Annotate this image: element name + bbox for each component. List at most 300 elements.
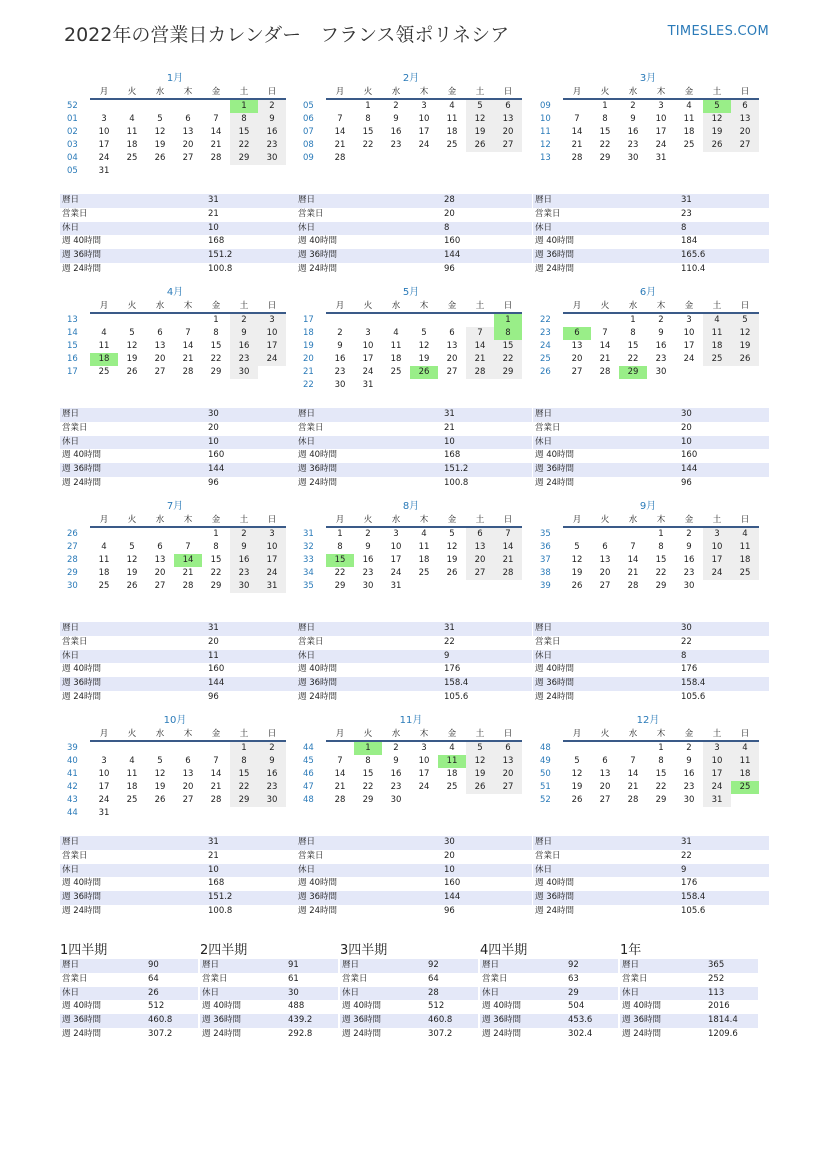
- day-cell: 26: [126, 581, 138, 591]
- day-cell: [354, 313, 382, 327]
- day-cell: 5: [129, 542, 135, 552]
- day-cell: [731, 366, 759, 379]
- day-cell: 7: [466, 327, 494, 340]
- day-cell: [466, 152, 494, 165]
- day-cell: 16: [258, 126, 286, 139]
- stat-label: 暦日: [60, 408, 206, 422]
- stat-label: 週 24時間: [296, 905, 442, 919]
- stat-label: 週 36時間: [296, 891, 442, 905]
- day-cell: 1: [602, 101, 608, 111]
- day-cell: 8: [230, 113, 258, 126]
- stat-value: 20: [206, 636, 296, 650]
- day-cell: 30: [655, 367, 667, 377]
- day-cell: 11: [446, 114, 458, 124]
- stats-row: [533, 208, 769, 222]
- day-cell: 17: [258, 340, 286, 353]
- weekday-label: 火: [118, 727, 146, 741]
- weekday-label: 金: [675, 513, 703, 527]
- stats-row: [60, 422, 296, 436]
- weekday-label: 日: [494, 299, 522, 313]
- week-number: 24: [540, 341, 551, 351]
- stats-row: [60, 850, 296, 864]
- summary-row: [480, 1000, 618, 1014]
- period-name: 1年: [620, 943, 642, 958]
- stat-label: 週 24時間: [533, 263, 679, 277]
- week-row: [537, 327, 759, 340]
- summary-value: 63: [566, 973, 618, 987]
- day-cell: 13: [154, 341, 166, 351]
- day-cell: 4: [101, 542, 107, 552]
- weekday-label: 金: [675, 299, 703, 313]
- day-cell: 9: [258, 113, 286, 126]
- summary-row: [200, 973, 338, 987]
- stat-label: 営業日: [296, 850, 442, 864]
- week-row: [64, 366, 286, 379]
- day-cell: 2: [393, 101, 399, 111]
- week-row: [300, 353, 522, 366]
- week-row: [64, 807, 286, 820]
- day-cell: 20: [599, 568, 611, 578]
- day-cell: 2: [658, 315, 664, 325]
- weekday-label: 土: [703, 299, 731, 313]
- weekday-label: 土: [230, 85, 258, 99]
- week-number: 36: [540, 542, 551, 552]
- day-cell: 9: [686, 756, 692, 766]
- weekday-label: 土: [703, 85, 731, 99]
- day-cell: 12: [446, 542, 458, 552]
- day-cell: 27: [494, 781, 522, 794]
- weekday-label: 金: [438, 727, 466, 741]
- day-cell: 29: [362, 795, 374, 805]
- day-cell: 31: [655, 153, 667, 163]
- day-cell: 29: [210, 367, 222, 377]
- summary-value: 252: [706, 973, 758, 987]
- summary-row: [60, 973, 198, 987]
- day-cell: 4: [393, 328, 399, 338]
- weekday-label: 土: [230, 727, 258, 741]
- month-calendar: [64, 72, 286, 178]
- week-number: 39: [540, 581, 551, 591]
- week-row: [537, 313, 759, 327]
- period-name: 4四半期: [480, 943, 528, 958]
- week-number: 03: [67, 140, 78, 150]
- day-cell: 29: [210, 581, 222, 591]
- month-name: 6月: [639, 287, 657, 298]
- month-stats: [60, 836, 296, 919]
- stats-row: [60, 449, 296, 463]
- weekday-label: 月: [563, 513, 591, 527]
- stat-value: 31: [679, 836, 769, 850]
- stat-value: 20: [442, 850, 532, 864]
- day-cell: 18: [390, 354, 402, 364]
- month-calendar: [64, 714, 286, 820]
- day-cell: 23: [655, 354, 667, 364]
- stats-row: [533, 850, 769, 864]
- day-cell: [494, 794, 522, 807]
- day-cell: [703, 580, 731, 593]
- day-cell: 2: [393, 743, 399, 753]
- day-cell: 1: [213, 529, 219, 539]
- day-cell: 28: [599, 367, 611, 377]
- day-cell: 21: [182, 568, 194, 578]
- stats-table: [296, 408, 532, 491]
- week-row: [64, 541, 286, 554]
- summary-row: [200, 1000, 338, 1014]
- day-cell: 6: [602, 542, 608, 552]
- day-cell: 26: [154, 795, 166, 805]
- week-number: 20: [303, 354, 314, 364]
- week-number: 07: [303, 127, 314, 137]
- week-number: 39: [67, 742, 78, 753]
- week-number: 46: [303, 769, 314, 779]
- stats-row: [296, 477, 532, 491]
- weekday-label: 木: [410, 727, 438, 741]
- day-cell: 15: [655, 555, 667, 565]
- day-cell: [731, 794, 759, 807]
- stat-value: 144: [679, 463, 769, 477]
- day-cell: 23: [683, 782, 695, 792]
- day-cell: 12: [466, 113, 494, 126]
- summary-table: [200, 959, 338, 1042]
- day-cell: [230, 165, 258, 178]
- stat-value: 105.6: [679, 905, 769, 919]
- day-cell: 16: [362, 555, 374, 565]
- weekday-header-row: [64, 513, 286, 527]
- weekday-label: 日: [258, 513, 286, 527]
- day-cell: 15: [655, 769, 667, 779]
- weekday-label: 日: [494, 727, 522, 741]
- day-cell: 10: [258, 541, 286, 554]
- day-cell: 22: [334, 568, 346, 578]
- weekday-label: 火: [354, 513, 382, 527]
- week-row: [300, 755, 522, 768]
- month-calendar: [300, 500, 522, 593]
- month-stats: [60, 194, 296, 277]
- stat-value: 8: [442, 222, 532, 236]
- day-cell: [438, 313, 466, 327]
- stat-value: 28: [442, 194, 532, 208]
- day-cell: 11: [418, 542, 430, 552]
- stat-value: 21: [206, 850, 296, 864]
- weekday-label: 土: [466, 299, 494, 313]
- stat-label: 週 24時間: [296, 477, 442, 491]
- day-cell: [118, 527, 146, 541]
- weekday-label: 火: [118, 85, 146, 99]
- day-cell: 6: [563, 327, 591, 340]
- week-row: [300, 527, 522, 541]
- day-cell: 12: [126, 341, 138, 351]
- week-number: 22: [303, 380, 314, 390]
- month-stats: [60, 408, 296, 491]
- stats-row: [296, 408, 532, 422]
- day-cell: 30: [230, 580, 258, 593]
- month-grid: [537, 513, 759, 593]
- stat-label: 週 24時間: [533, 691, 679, 705]
- day-cell: 2: [365, 529, 371, 539]
- day-cell: 6: [157, 542, 163, 552]
- summary-row: [200, 987, 338, 1001]
- stat-label: 週 40時間: [533, 663, 679, 677]
- day-cell: 9: [393, 756, 399, 766]
- day-cell: 15: [210, 341, 222, 351]
- week-number: 05: [303, 100, 314, 111]
- weekday-label: 火: [591, 727, 619, 741]
- summary-value: 90: [146, 959, 198, 973]
- day-cell: 18: [703, 340, 731, 353]
- day-cell: [326, 313, 354, 327]
- weekday-label: 木: [647, 727, 675, 741]
- week-number: 45: [303, 756, 314, 766]
- week-row: [300, 139, 522, 152]
- stats-row: [533, 891, 769, 905]
- stats-row: [533, 650, 769, 664]
- day-cell: 11: [126, 769, 138, 779]
- day-cell: 25: [683, 140, 695, 150]
- week-number: 50: [540, 769, 551, 779]
- day-cell: 3: [421, 101, 427, 111]
- week-row: [537, 741, 759, 755]
- week-number: 43: [67, 795, 78, 805]
- summary-label: 週 36時間: [340, 1014, 426, 1028]
- day-cell: 2: [686, 743, 692, 753]
- stats-table: [533, 836, 769, 919]
- stats-table: [60, 836, 296, 919]
- day-cell: 8: [213, 328, 219, 338]
- stats-row: [60, 408, 296, 422]
- stats-row: [296, 449, 532, 463]
- day-cell: 2: [258, 741, 286, 755]
- day-cell: 29: [655, 795, 667, 805]
- month-grid: [300, 727, 522, 807]
- day-cell: [563, 741, 591, 755]
- week-row: [300, 313, 522, 327]
- month-calendar: [537, 286, 759, 379]
- day-cell: [731, 580, 759, 593]
- weekday-header-row: [537, 299, 759, 313]
- stat-label: 営業日: [60, 636, 206, 650]
- day-cell: 18: [446, 127, 458, 137]
- day-cell: 28: [334, 153, 346, 163]
- stat-value: 30: [679, 408, 769, 422]
- week-row: [537, 781, 759, 794]
- day-cell: 28: [334, 795, 346, 805]
- day-cell: 27: [731, 139, 759, 152]
- day-cell: 5: [703, 99, 731, 113]
- stats-row: [533, 249, 769, 263]
- weekday-label: 木: [410, 513, 438, 527]
- stats-row: [533, 463, 769, 477]
- day-cell: [410, 152, 438, 165]
- stats-row: [533, 691, 769, 705]
- week-number: 15: [67, 341, 78, 351]
- stat-label: 週 36時間: [296, 677, 442, 691]
- week-row: [64, 126, 286, 139]
- month-name: 4月: [166, 287, 184, 298]
- week-row: [64, 113, 286, 126]
- day-cell: 10: [390, 542, 402, 552]
- day-cell: [466, 313, 494, 327]
- stat-value: 176: [679, 877, 769, 891]
- day-cell: 22: [362, 782, 374, 792]
- day-cell: 10: [703, 541, 731, 554]
- week-number: 31: [303, 528, 314, 539]
- day-cell: [202, 99, 230, 113]
- summary-label: 休日: [480, 987, 566, 1001]
- day-cell: 5: [574, 756, 580, 766]
- day-cell: 15: [230, 768, 258, 781]
- stats-row: [533, 622, 769, 636]
- stats-row: [533, 263, 769, 277]
- summary-value: 365: [706, 959, 758, 973]
- month-name: 7月: [166, 501, 184, 512]
- stat-value: 96: [442, 263, 532, 277]
- day-cell: 1: [230, 99, 258, 113]
- week-number: 18: [303, 328, 314, 338]
- day-cell: 19: [126, 568, 138, 578]
- day-cell: 30: [258, 152, 286, 165]
- stat-label: 休日: [533, 436, 679, 450]
- day-cell: 21: [599, 354, 611, 364]
- day-cell: 31: [362, 380, 374, 390]
- stat-label: 週 40時間: [533, 235, 679, 249]
- day-cell: [494, 379, 522, 392]
- week-number: 22: [540, 314, 551, 325]
- day-cell: 6: [466, 527, 494, 541]
- day-cell: [410, 794, 438, 807]
- month-name: 8月: [402, 501, 420, 512]
- day-cell: 17: [683, 341, 695, 351]
- week-row: [537, 126, 759, 139]
- day-cell: 24: [418, 782, 430, 792]
- summary-value: 61: [286, 973, 338, 987]
- day-cell: 5: [449, 529, 455, 539]
- summary-label: 暦日: [480, 959, 566, 973]
- day-cell: 9: [630, 114, 636, 124]
- day-cell: 3: [421, 743, 427, 753]
- week-row: [64, 139, 286, 152]
- summary-row: [340, 1014, 478, 1028]
- stats-row: [296, 249, 532, 263]
- day-cell: 19: [466, 126, 494, 139]
- week-row: [64, 554, 286, 567]
- week-number: 08: [303, 140, 314, 150]
- day-cell: [174, 165, 202, 178]
- day-cell: 10: [683, 328, 695, 338]
- weekday-label: 土: [466, 727, 494, 741]
- day-cell: 17: [418, 769, 430, 779]
- day-cell: 18: [731, 554, 759, 567]
- day-cell: 12: [731, 327, 759, 340]
- day-cell: 3: [258, 527, 286, 541]
- summary-value: 64: [426, 973, 478, 987]
- weekday-label: 土: [230, 513, 258, 527]
- stats-row: [60, 677, 296, 691]
- week-number: 52: [540, 795, 551, 805]
- day-cell: 28: [627, 581, 639, 591]
- day-cell: 8: [365, 756, 371, 766]
- weekday-label: 水: [382, 513, 410, 527]
- day-cell: 23: [627, 140, 639, 150]
- stats-table: [60, 622, 296, 705]
- weekday-label: 金: [438, 299, 466, 313]
- day-cell: 21: [627, 568, 639, 578]
- stats-row: [60, 249, 296, 263]
- month-calendar: [537, 714, 759, 807]
- stat-label: 休日: [60, 222, 206, 236]
- week-number: 19: [303, 341, 314, 351]
- day-cell: 17: [655, 127, 667, 137]
- summary-label: 暦日: [620, 959, 706, 973]
- stat-value: 96: [206, 477, 296, 491]
- week-number-header: [537, 513, 563, 527]
- day-cell: 13: [599, 769, 611, 779]
- stats-row: [533, 408, 769, 422]
- month-grid: [64, 299, 286, 379]
- day-cell: 11: [683, 114, 695, 124]
- summary-label: 週 40時間: [620, 1000, 706, 1014]
- day-cell: 22: [599, 140, 611, 150]
- day-cell: 5: [157, 756, 163, 766]
- day-cell: 11: [731, 755, 759, 768]
- summary-value: 302.4: [566, 1028, 618, 1042]
- day-cell: 24: [362, 367, 374, 377]
- stat-value: 100.8: [206, 905, 296, 919]
- summary-label: 週 36時間: [200, 1014, 286, 1028]
- summary-label: 週 24時間: [480, 1028, 566, 1042]
- weekday-label: 月: [90, 513, 118, 527]
- brand-logo-link[interactable]: TIMESLES.COM: [667, 24, 769, 39]
- week-row: [64, 313, 286, 327]
- stat-label: 暦日: [60, 622, 206, 636]
- day-cell: 3: [703, 527, 731, 541]
- day-cell: 20: [154, 354, 166, 364]
- summary-row: [620, 987, 758, 1001]
- day-cell: 8: [630, 328, 636, 338]
- weekday-label: 日: [731, 299, 759, 313]
- summary-row: [620, 973, 758, 987]
- stats-row: [533, 436, 769, 450]
- week-number: 09: [540, 100, 551, 111]
- day-cell: [563, 313, 591, 327]
- stats-row: [533, 836, 769, 850]
- day-cell: 22: [627, 354, 639, 364]
- month-name: 1月: [166, 73, 184, 84]
- day-cell: 1: [230, 741, 258, 755]
- summary-table: [620, 959, 758, 1042]
- day-cell: 21: [334, 140, 346, 150]
- stat-label: 営業日: [60, 850, 206, 864]
- day-cell: 5: [466, 741, 494, 755]
- stat-value: 20: [206, 422, 296, 436]
- day-cell: 30: [390, 795, 402, 805]
- day-cell: 9: [686, 542, 692, 552]
- stats-row: [296, 891, 532, 905]
- day-cell: 1: [658, 743, 664, 753]
- day-cell: 18: [446, 769, 458, 779]
- day-cell: 6: [185, 756, 191, 766]
- stat-value: 151.2: [206, 891, 296, 905]
- summary-value: 512: [146, 1000, 198, 1014]
- day-cell: 21: [494, 554, 522, 567]
- day-cell: 5: [157, 114, 163, 124]
- day-cell: 26: [703, 139, 731, 152]
- day-cell: 9: [258, 755, 286, 768]
- day-cell: 30: [683, 795, 695, 805]
- stat-value: 10: [206, 222, 296, 236]
- day-cell: 26: [731, 353, 759, 366]
- day-cell: 31: [390, 581, 402, 591]
- day-cell: 16: [683, 769, 695, 779]
